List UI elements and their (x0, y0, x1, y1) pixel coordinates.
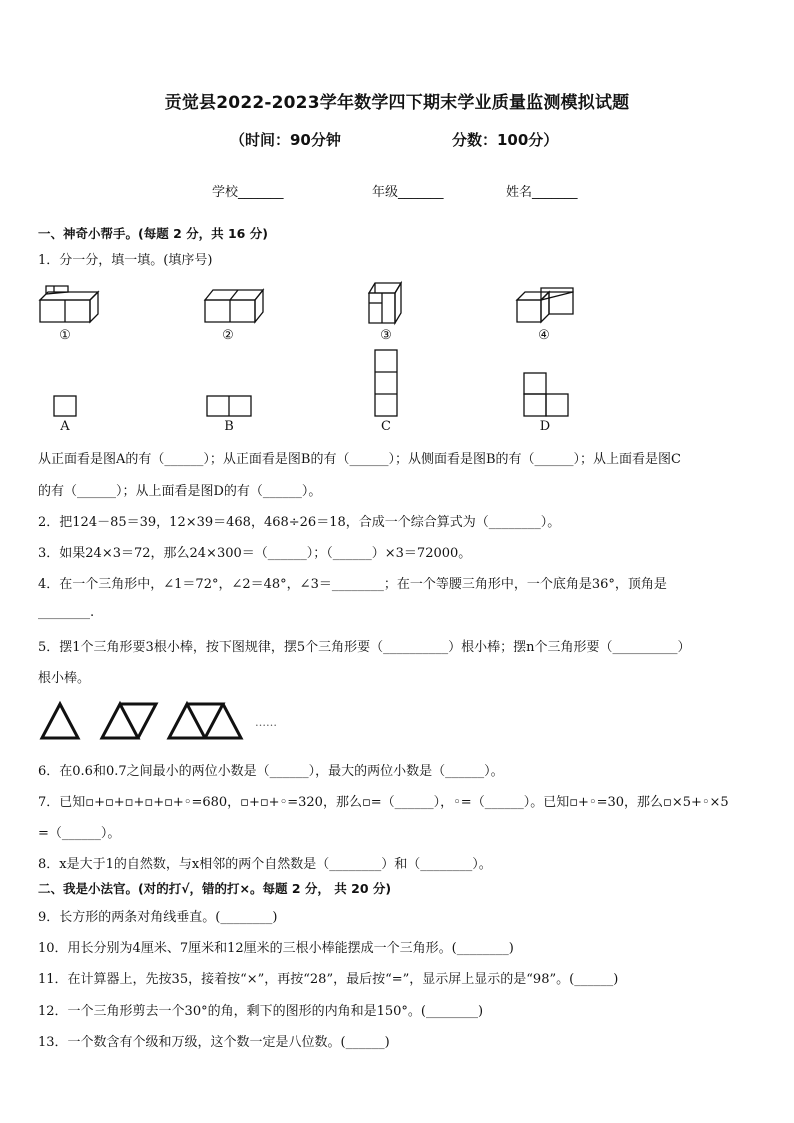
exam-time: （时间：90分钟 (230, 131, 341, 149)
q13-text: 13．一个数含有个级和万级，这个数一定是八位数。(______) (38, 1035, 390, 1050)
triangle-pattern-2 (100, 700, 160, 740)
exam-score: 分数：100分） (452, 131, 559, 149)
section1-heading: 一、神奇小帮手。(每题 2 分，共 16 分) (38, 226, 268, 241)
view-label-c: C (381, 419, 391, 434)
q10-text: 10．用长分别为4厘米、7厘米和12厘米的三根小棒能摆成一个三角形。(________) (38, 941, 514, 956)
view-label-b: B (224, 419, 234, 434)
q5-line-2: 根小棒。 (38, 671, 91, 686)
q7-line-1: 7．已知▫+▫+▫+▫+▫+◦=680，▫+▫+◦=320，那么▫=（______），◦=（______）。已知▫+◦=30，那么▫×5+◦×5 (38, 795, 729, 810)
school-field: 学校_______ (212, 185, 284, 200)
pattern-ellipsis: …… (255, 716, 277, 729)
q2-text: 2．把124－85＝39，12×39＝468，468÷26＝18，合成一个综合算式为（________）。 (38, 515, 561, 530)
q6-text: 6．在0.6和0.7之间最小的两位小数是（______），最大的两位小数是（______）。 (38, 764, 504, 779)
q1-line-1: 从正面看是图A的有（______）；从正面看是图B的有（______）；从侧面看是图B的有（______）；从上面看是图C (38, 452, 681, 467)
q12-text: 12．一个三角形剪去一个30°的角，剩下的图形的内角和是150°。(________) (38, 1004, 484, 1019)
view-figure-a (53, 395, 77, 417)
q7-line-2: =（______）。 (38, 826, 121, 841)
view-figure-c (374, 349, 398, 417)
triangle-pattern-1 (40, 700, 80, 740)
view-figure-b (206, 395, 252, 417)
grade-field: 年级_______ (372, 185, 444, 200)
q3-text: 3．如果24×3＝72，那么24×300＝（______）；（______）×3＝72000。 (38, 546, 472, 561)
q4-line-2: ________. (38, 605, 95, 620)
q5-line-1: 5．摆1个三角形要3根小棒，按下图规律，摆5个三角形要（__________）根小棒；摆n个三角形要（__________） (38, 640, 691, 655)
solid-figure-1 (38, 284, 94, 324)
solid-figure-4 (515, 286, 577, 326)
section2-heading: 二、我是小法官。(对的打√，错的打×。每题 2 分， 共 20 分) (38, 881, 392, 896)
triangle-pattern-3 (167, 700, 249, 740)
view-label-a: A (60, 419, 70, 434)
q1-line-2: 的有（______）；从上面看是图D的有（______）。 (38, 484, 322, 499)
q9-text: 9．长方形的两条对角线垂直。(________) (38, 910, 278, 925)
solid-figure-2 (203, 286, 259, 326)
q4-line-1: 4．在一个三角形中，∠1＝72°，∠2＝48°，∠3＝________；在一个等腰三角形中，一个底角是36°，顶角是 (38, 577, 667, 592)
q11-text: 11．在计算器上，先按35，接着按“×”，再按“28”，最后按“=”，显示屏上显示的是“98”。(______) (38, 972, 619, 987)
page-title: 贡觉县2022-2023学年数学四下期末学业质量监测模拟试题 (164, 93, 630, 113)
solid-figure-3 (365, 281, 405, 325)
name-field: 姓名_______ (506, 185, 578, 200)
q1-stem: 1．分一分，填一填。(填序号) (38, 253, 213, 268)
solid-label-1: ① (59, 328, 71, 343)
solid-label-2: ② (222, 328, 234, 343)
q8-text: 8．x是大于1的自然数，与x相邻的两个自然数是（________）和（________）。 (38, 857, 492, 872)
solid-label-4: ④ (538, 328, 550, 343)
view-label-d: D (539, 419, 551, 434)
solid-label-3: ③ (380, 328, 392, 343)
view-figure-d (523, 372, 569, 417)
